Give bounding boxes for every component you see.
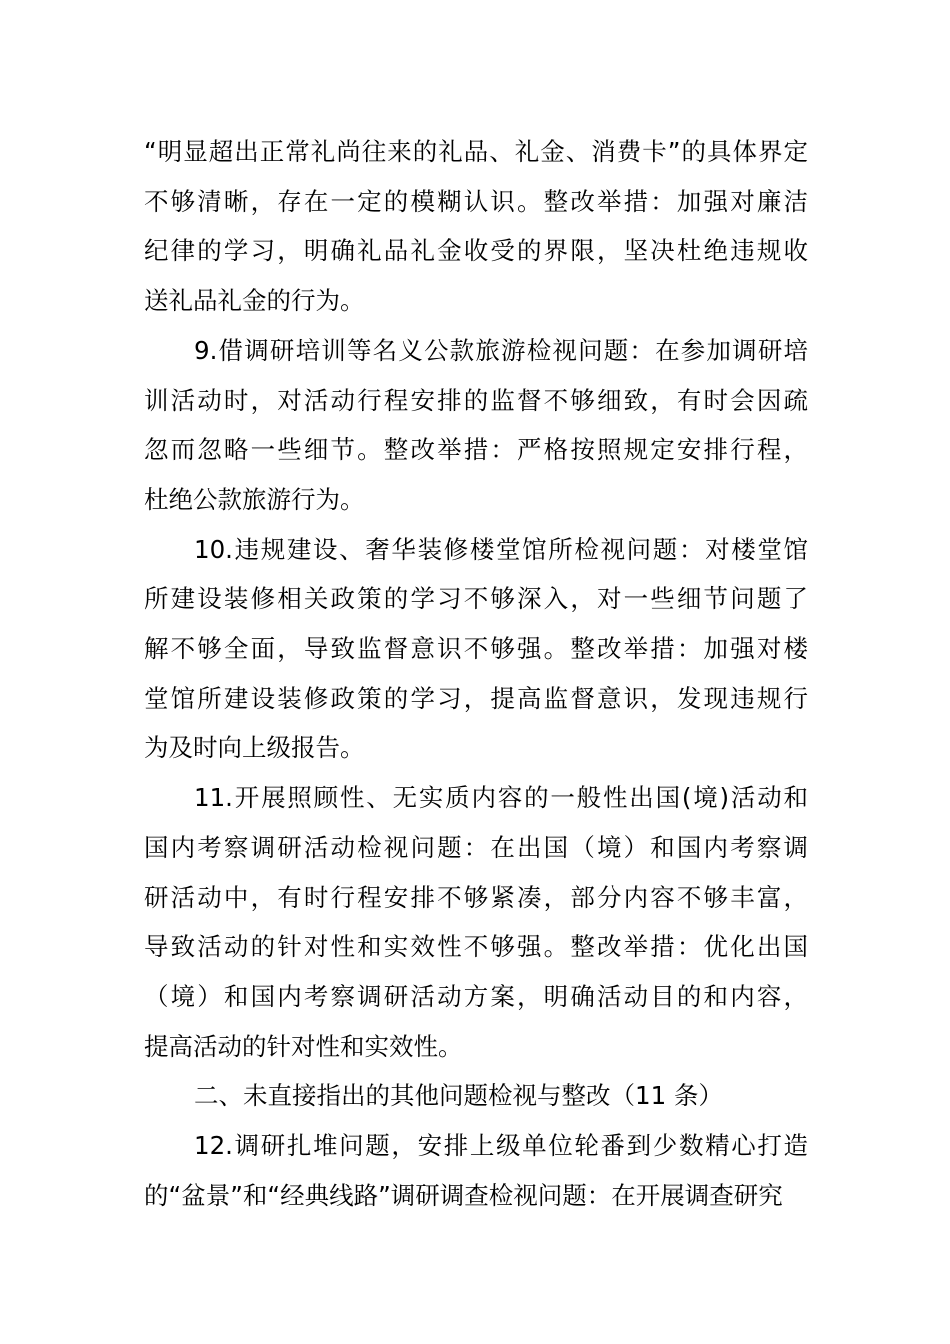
text-line: 的“盆景”和“经典线路”调研调查检视问题：在开展调查研究	[144, 1180, 783, 1210]
text-line: 所建设装修相关政策的学习不够深入，对一些细节问题了	[144, 584, 808, 614]
text-line: 研活动中，有时行程安排不够紧凑，部分内容不够丰富，	[144, 882, 808, 912]
text-line: 12.调研扎堆问题，安排上级单位轮番到少数精心打造	[194, 1131, 808, 1161]
text-line: 忽而忽略一些细节。整改举措：严格按照规定安排行程，	[144, 435, 808, 465]
text-line: （境）和国内考察调研活动方案，明确活动目的和内容，	[144, 981, 808, 1011]
text-line: 10.违规建设、奢华装修楼堂馆所检视问题：对楼堂馆	[194, 534, 808, 564]
document-body	[144, 127, 808, 1220]
text-line: 不够清晰，存在一定的模糊认识。整改举措：加强对廉洁	[144, 186, 808, 216]
text-line: 纪律的学习，明确礼品礼金收受的界限，坚决杜绝违规收	[144, 236, 808, 266]
paragraph-8-continued	[144, 127, 808, 326]
text-line: 9.借调研培训等名义公款旅游检视问题：在参加调研培	[194, 335, 808, 365]
text-line: 11.开展照顾性、无实质内容的一般性出国(境)活动和	[194, 783, 808, 813]
text-line: 国内考察调研活动检视问题：在出国（境）和国内考察调	[144, 832, 808, 862]
text-line: 杜绝公款旅游行为。	[144, 484, 365, 514]
text-line: 送礼品礼金的行为。	[144, 286, 365, 316]
paragraph-10	[144, 525, 808, 774]
paragraph-9	[144, 326, 808, 525]
text-line: 二、未直接指出的其他问题检视与整改（11 条）	[194, 1081, 723, 1111]
text-line: 训活动时，对活动行程安排的监督不够细致，有时会因疏	[144, 385, 808, 415]
text-line: 导致活动的针对性和实效性不够强。整改举措：优化出国	[144, 932, 808, 962]
text-line: “明显超出正常礼尚往来的礼品、礼金、消费卡”的具体界定	[144, 137, 808, 166]
section-heading-2	[144, 1071, 808, 1121]
text-line: 堂馆所建设装修政策的学习，提高监督意识，发现违规行	[144, 683, 808, 713]
text-line: 提高活动的针对性和实效性。	[144, 1031, 463, 1061]
text-line: 为及时向上级报告。	[144, 733, 365, 763]
text-line: 解不够全面，导致监督意识不够强。整改举措：加强对楼	[144, 634, 808, 664]
paragraph-11	[144, 773, 808, 1071]
paragraph-12	[144, 1121, 808, 1220]
